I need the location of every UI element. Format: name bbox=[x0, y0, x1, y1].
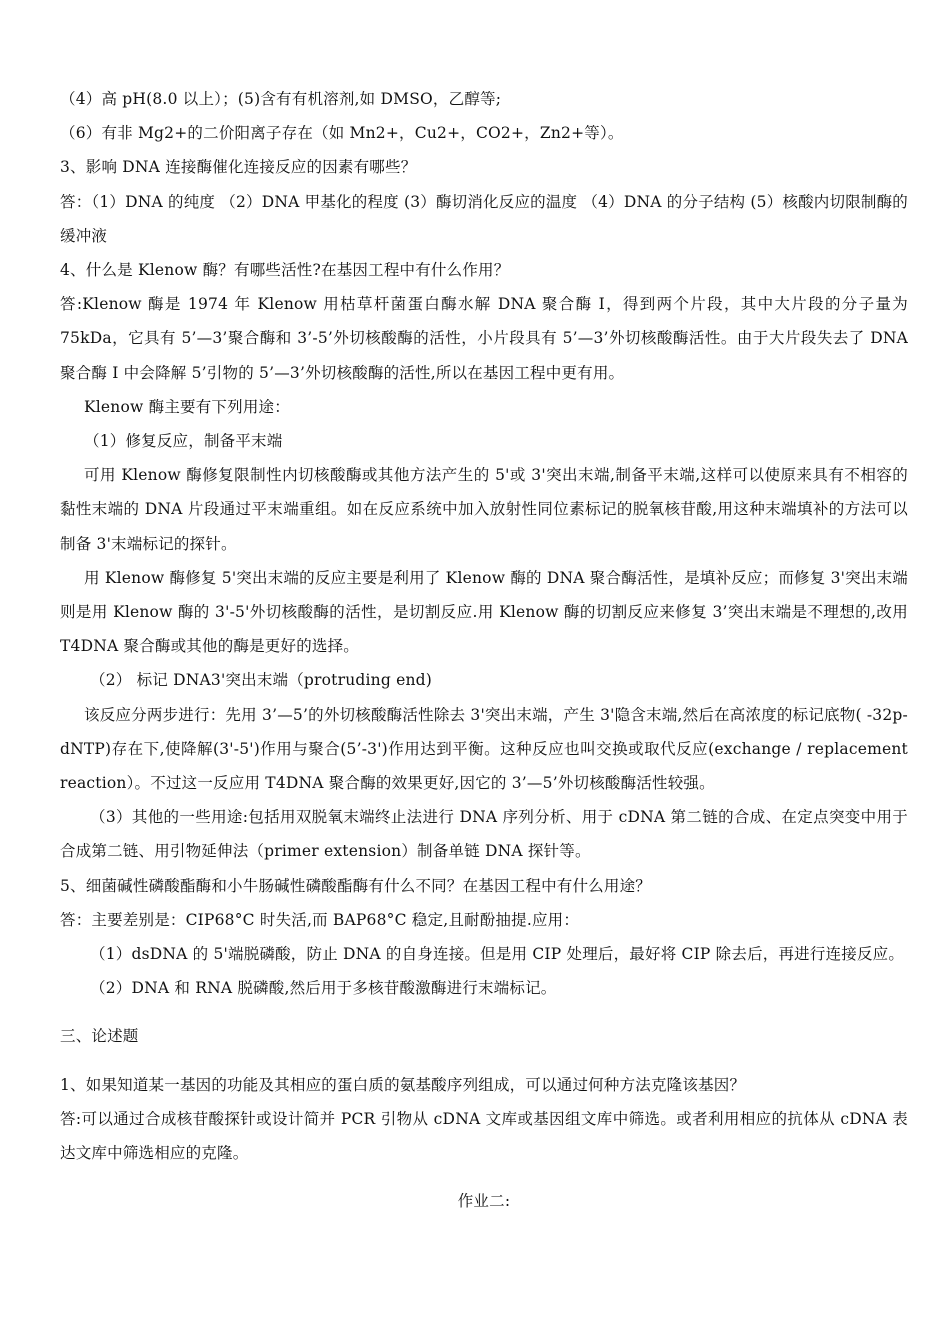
spacer bbox=[60, 1054, 908, 1068]
essay-answer-1: 答:可以通过合成核苷酸探针或设计简并 PCR 引物从 cDNA 文库或基因组文库中筛选。或者利用相应的抗体从 cDNA 表达文库中筛选相应的克隆。 bbox=[60, 1109, 908, 1163]
klenow-uses-heading: Klenow 酶主要有下列用途： bbox=[84, 397, 290, 416]
use-1-title: （1）修复反应，制备平末端 bbox=[84, 432, 283, 451]
use-1-paragraph-1: 可用 Klenow 酶修复限制性内切核酸酶或其他方法产生的 5'或 3'突出末端,制备平末端,这样可以使原来具有不相容的黏性末端的 DNA 片段通过平末端重组。如在反应系统中加入放射性同位素标记的脱氧核苷酸,用这种末端填补的方法可以制备 3'末端标记的探针。 bbox=[60, 466, 908, 553]
question-4: 4、什么是 Klenow 酶？有哪些活性?在基因工程中有什么作用？ bbox=[60, 261, 510, 280]
spacer bbox=[60, 1005, 908, 1019]
answer-5-item-2: （2）DNA 和 RNA 脱磷酸,然后用于多核苷酸激酶进行末端标记。 bbox=[90, 979, 557, 998]
essay-question-1: 1、如果知道某一基因的功能及其相应的蛋白质的氨基酸序列组成，可以通过何种方法克隆该基因？ bbox=[60, 1075, 746, 1094]
use-1-paragraph-2: 用 Klenow 酶修复 5'突出末端的反应主要是利用了 Klenow 酶的 DNA 聚合酶活性，是填补反应；而修复 3'突出末端则是用 Klenow 酶的 3'-5'外切核酸酶的活性，是切割反应.用 Klenow 酶的切割反应来修复 3’突出末端是不理想的,改用 T4DNA 聚合酶或其他的酶是更好的选择。 bbox=[60, 568, 908, 656]
section-3-heading: 三、论述题 bbox=[60, 1027, 139, 1046]
answer-5: 答：主要差别是：CIP68°C 时失活,而 BAP68°C 稳定,且耐酚抽提.应用： bbox=[60, 910, 580, 929]
line-high-ph: （4）高 pH(8.0 以上）；(5)含有有机溶剂,如 DMSO，乙醇等; bbox=[60, 90, 502, 108]
answer-5-item-1: （1）dsDNA 的 5'端脱磷酸，防止 DNA 的自身连接。但是用 CIP 处理后，最好将 CIP 除去后，再进行连接反应。 bbox=[90, 945, 905, 964]
use-3-paragraph: （3）其他的一些用途:包括用双脱氧末端终止法进行 DNA 序列分析、用于 cDNA 第二链的合成、在定点突变中用于合成第二链、用引物延伸法（primer extension）制备单链 DNA 探针等。 bbox=[60, 808, 908, 861]
homework-2-heading: 作业二: bbox=[457, 1192, 511, 1211]
use-2-title: （2） 标记 DNA3'突出末端（protruding end) bbox=[90, 671, 433, 690]
answer-4: 答:Klenow 酶是 1974 年 Klenow 用枯草杆菌蛋白酶水解 DNA 聚合酶 I，得到两个片段，其中大片段的分子量为 75kDa，它具有 5’—3’聚合酶和 3’-5’外切核酸酶的活性，小片段具有 5’—3’外切核酸酶活性。由于大片段失去了 DNA 聚合酶 I 中会降解 5’引物的 5’—3’外切核酸酶的活性,所以在基因工程中更有用。 bbox=[60, 295, 908, 382]
line-divalent-ions: （6）有非 Mg2+的二价阳离子存在（如 Mn2+，Cu2+，CO2+，Zn2+等）。 bbox=[60, 124, 624, 143]
spacer bbox=[60, 1170, 908, 1184]
question-5: 5、细菌碱性磷酸酯酶和小牛肠碱性磷酸酯酶有什么不同？在基因工程中有什么用途？ bbox=[60, 876, 651, 895]
question-3: 3、影响 DNA 连接酶催化连接反应的因素有哪些？ bbox=[60, 158, 417, 177]
use-2-paragraph: 该反应分两步进行：先用 3’—5’的外切核酸酶活性除去 3'突出末端，产生 3'隐含末端,然后在高浓度的标记底物( -32p-dNTP)存在下,使降解(3'-5')作用与聚合(5’-3')作用达到平衡。这种反应也叫交换或取代反应(exchange / replacement reaction）。不过这一反应用 T4DNA 聚合酶的效果更好,因它的 3’—5’外切核酸酶活性较强。 bbox=[60, 705, 908, 793]
document-page bbox=[60, 82, 908, 1219]
answer-3: 答：（1）DNA 的纯度 （2）DNA 甲基化的程度 (3）酶切消化反应的温度 （4）DNA 的分子结构 (5）核酸内切限制酶的缓冲液 bbox=[60, 192, 908, 245]
